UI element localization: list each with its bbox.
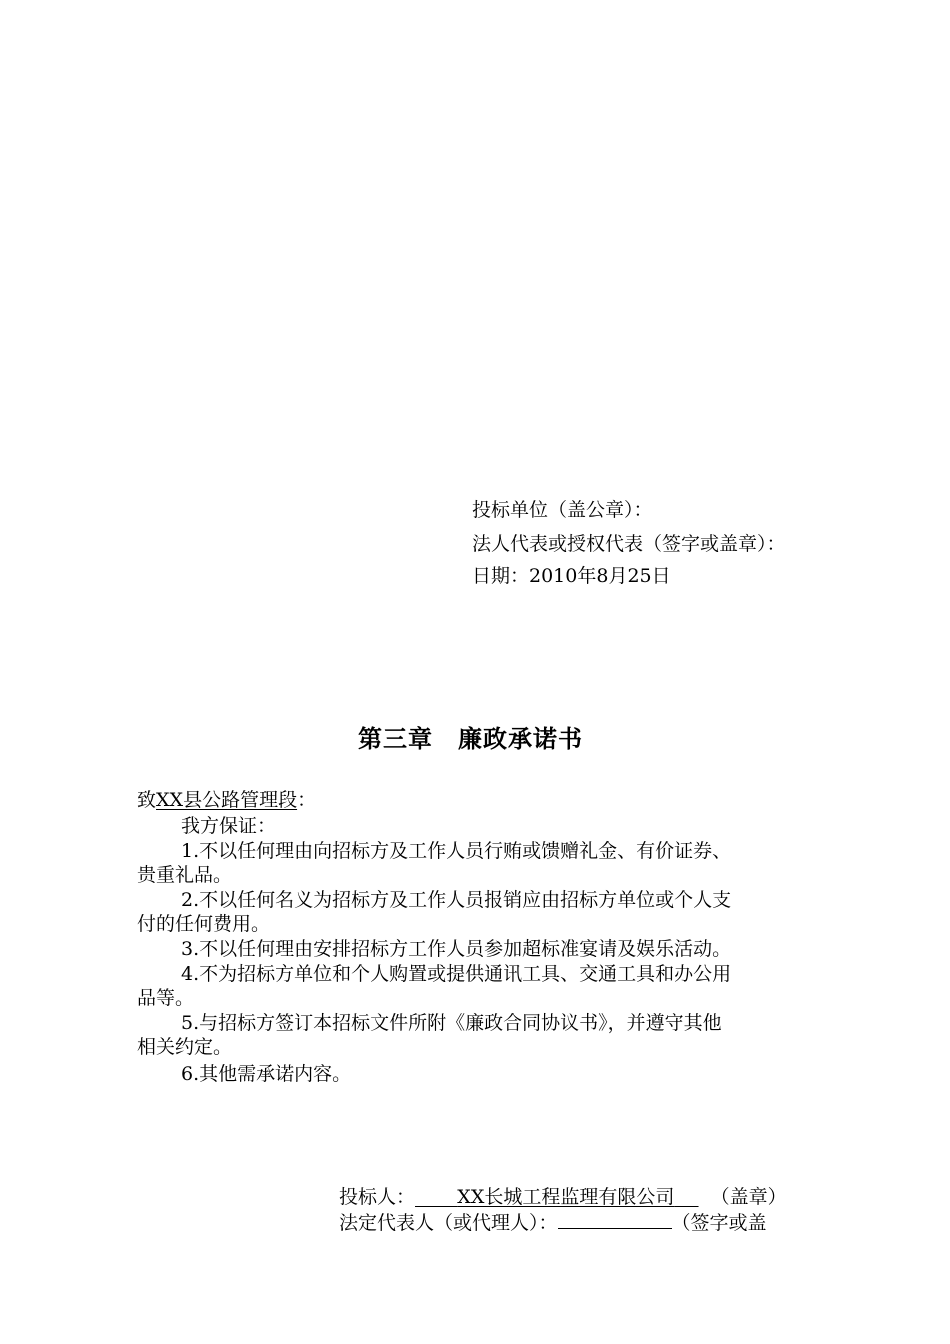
bidder-line bbox=[339, 1184, 787, 1210]
recipient-name: XX县公路管理段 bbox=[156, 789, 298, 811]
commitment-item-5: 5.与招标方签订本招标文件所附《廉政合同协议书》，并遵守其他 bbox=[181, 1012, 722, 1034]
commitment-item-2: 2.不以任何名义为招标方及工作人员报销应由招标方单位或个人支 bbox=[181, 889, 732, 911]
commitment-item-1: 1.不以任何理由向招标方及工作人员行贿或馈赠礼金、有价证券、 bbox=[181, 840, 732, 862]
letter-salutation bbox=[137, 787, 316, 813]
bidder-name: XX长城工程监理有限公司 bbox=[457, 1186, 675, 1208]
bidder-label: 投标人： bbox=[339, 1186, 416, 1208]
bid-unit-label: 投标单位（盖公章）： bbox=[472, 499, 653, 521]
salutation-prefix: 致 bbox=[137, 789, 157, 811]
commitment-item-4: 4.不为招标方单位和个人购置或提供通讯工具、交通工具和办公用 bbox=[181, 963, 732, 985]
date-text: 日期：2010年8月25日 bbox=[472, 565, 671, 587]
rep-signature-blank bbox=[558, 1210, 672, 1229]
commitment-item-5-cont: 相关约定。 bbox=[137, 1036, 233, 1058]
letter-intro: 我方保证： bbox=[181, 815, 277, 837]
rep-label: 法定代表人（或代理人）： bbox=[339, 1212, 558, 1234]
salutation-suffix: ： bbox=[297, 789, 317, 811]
chapter-title: 第三章 廉政承诺书 bbox=[358, 724, 583, 753]
rep-suffix: （签字或盖 bbox=[671, 1212, 767, 1234]
legal-rep-line bbox=[339, 1210, 767, 1236]
commitment-item-4-cont: 品等。 bbox=[137, 987, 195, 1009]
bidder-seal-note: （盖章） bbox=[710, 1186, 787, 1208]
commitment-item-2-cont: 付的任何费用。 bbox=[137, 913, 271, 935]
legal-rep-label: 法人代表或授权代表（签字或盖章）： bbox=[472, 533, 786, 555]
commitment-item-1-cont: 贵重礼品。 bbox=[137, 864, 233, 886]
commitment-item-6: 6.其他需承诺内容。 bbox=[181, 1063, 352, 1085]
commitment-item-3: 3.不以任何理由安排招标方工作人员参加超标准宴请及娱乐活动。 bbox=[181, 938, 732, 960]
